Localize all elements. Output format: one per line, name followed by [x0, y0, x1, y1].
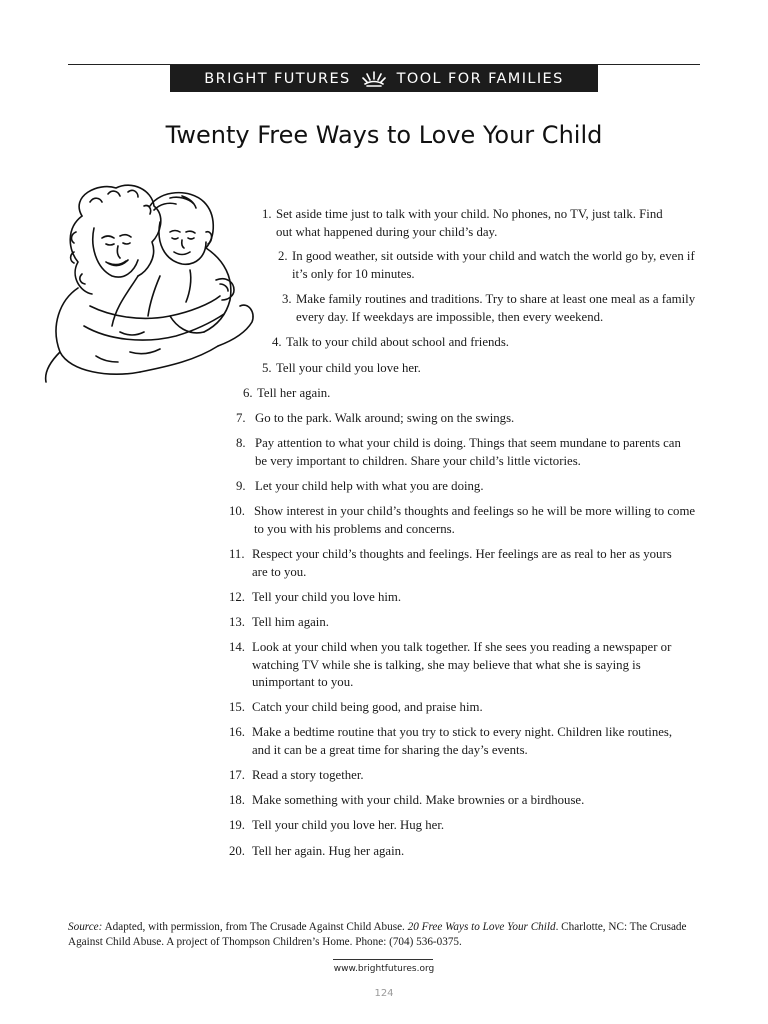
banner-right-text: TOOL FOR FAMILIES — [396, 70, 564, 87]
page-title: Twenty Free Ways to Love Your Child — [165, 121, 603, 149]
source-label: Source: — [68, 921, 103, 933]
item-text: Tell her again. Hug her again. — [252, 844, 405, 858]
item-number: 9. — [236, 479, 246, 493]
source-citation — [68, 920, 708, 950]
list-item — [262, 360, 682, 378]
item-text: Go to the park. Walk around; swing on the swings. — [255, 411, 515, 425]
item-text: Make a bedtime routine that you try to stick to every night. Children like routines, and it can be a great time for sharing the day’s events. — [252, 725, 673, 757]
item-text: Catch your child being good, and praise him. — [252, 700, 483, 714]
list-item — [229, 503, 696, 538]
banner-left-text: BRIGHT FUTURES — [204, 70, 351, 87]
list-item — [229, 767, 689, 785]
item-number: 13. — [229, 615, 245, 629]
footer-url[interactable]: www.brightfutures.org — [333, 964, 435, 974]
item-number: 6. — [243, 386, 253, 400]
item-number: 5. — [262, 361, 272, 375]
source-title: 20 Free Ways to Love Your Child — [407, 921, 556, 933]
item-number: 4. — [272, 335, 282, 349]
list-item — [282, 291, 698, 326]
item-text: Tell your child you love her. — [276, 361, 421, 375]
list-item — [236, 478, 696, 496]
item-number: 14. — [229, 640, 245, 654]
list-item — [278, 248, 698, 283]
item-text: In good weather, sit outside with your child and watch the world go by, even if it’s only for 10 minutes. — [292, 249, 695, 281]
item-text: Look at your child when you talk together. If she sees you reading a newspaper or watching TV while she is talking, she may believe that what she is saying is unimportant to you. — [252, 640, 672, 689]
item-text: Tell him again. — [252, 615, 329, 629]
item-text: Make family routines and traditions. Try to share at least one meal as a family every day. If weekdays are impossible, then every weekend. — [296, 292, 696, 324]
item-text: Tell your child you love him. — [252, 590, 402, 604]
item-text: Set aside time just to talk with your child. No phones, no TV, just talk. Find out what happened during your child’s day. — [276, 207, 663, 239]
item-number: 11. — [229, 547, 245, 561]
footer-rule — [333, 959, 433, 960]
item-number: 20. — [229, 844, 245, 858]
item-number: 8. — [236, 436, 246, 450]
list-item — [229, 724, 689, 759]
item-number: 17. — [229, 768, 245, 782]
list-item — [272, 334, 692, 352]
item-text: Read a story together. — [252, 768, 364, 782]
list-item — [262, 206, 680, 241]
list-item — [229, 589, 689, 607]
list-item — [229, 817, 689, 835]
list-item — [229, 546, 689, 581]
item-text: Show interest in your child’s thoughts and feelings so he will be more willing to come to you with his problems and concerns. — [254, 504, 696, 536]
list-item — [229, 792, 689, 810]
item-number: 18. — [229, 793, 245, 807]
source-text-1: Adapted, with permission, from The Crusade Against Child Abuse. — [102, 921, 408, 933]
item-number: 16. — [229, 725, 245, 739]
item-number: 1. — [262, 207, 272, 221]
item-number: 12. — [229, 590, 245, 604]
item-number: 2. — [278, 249, 288, 263]
list-item — [229, 639, 703, 692]
item-number: 3. — [282, 292, 292, 306]
item-text: Make something with your child. Make brownies or a birdhouse. — [252, 793, 585, 807]
list-item — [229, 699, 689, 717]
list-item — [236, 410, 696, 428]
list-item — [229, 843, 689, 861]
source-text-2: . Charlotte, NC: The Crusade Against Child Abuse. A project of Thompson Children’s Home. Phone: (704) 536-0375. — [68, 921, 687, 948]
item-text: Respect your child’s thoughts and feelings. Her feelings are as real to her as yours are to you. — [252, 547, 672, 579]
page-number: 124 — [374, 988, 394, 999]
item-text: Let your child help with what you are doing. — [255, 479, 484, 493]
list-item — [229, 614, 689, 632]
list-item — [243, 385, 673, 403]
item-number: 7. — [236, 411, 246, 425]
list-item — [236, 435, 696, 470]
item-text: Tell her again. — [257, 386, 331, 400]
item-number: 19. — [229, 818, 245, 832]
item-text: Tell your child you love her. Hug her. — [252, 818, 445, 832]
item-number: 15. — [229, 700, 245, 714]
item-number: 10. — [229, 504, 245, 518]
item-text: Talk to your child about school and friends. — [286, 335, 510, 349]
item-text: Pay attention to what your child is doing. Things that seem mundane to parents can be very important to children. Share your child’s little victories. — [255, 436, 681, 468]
